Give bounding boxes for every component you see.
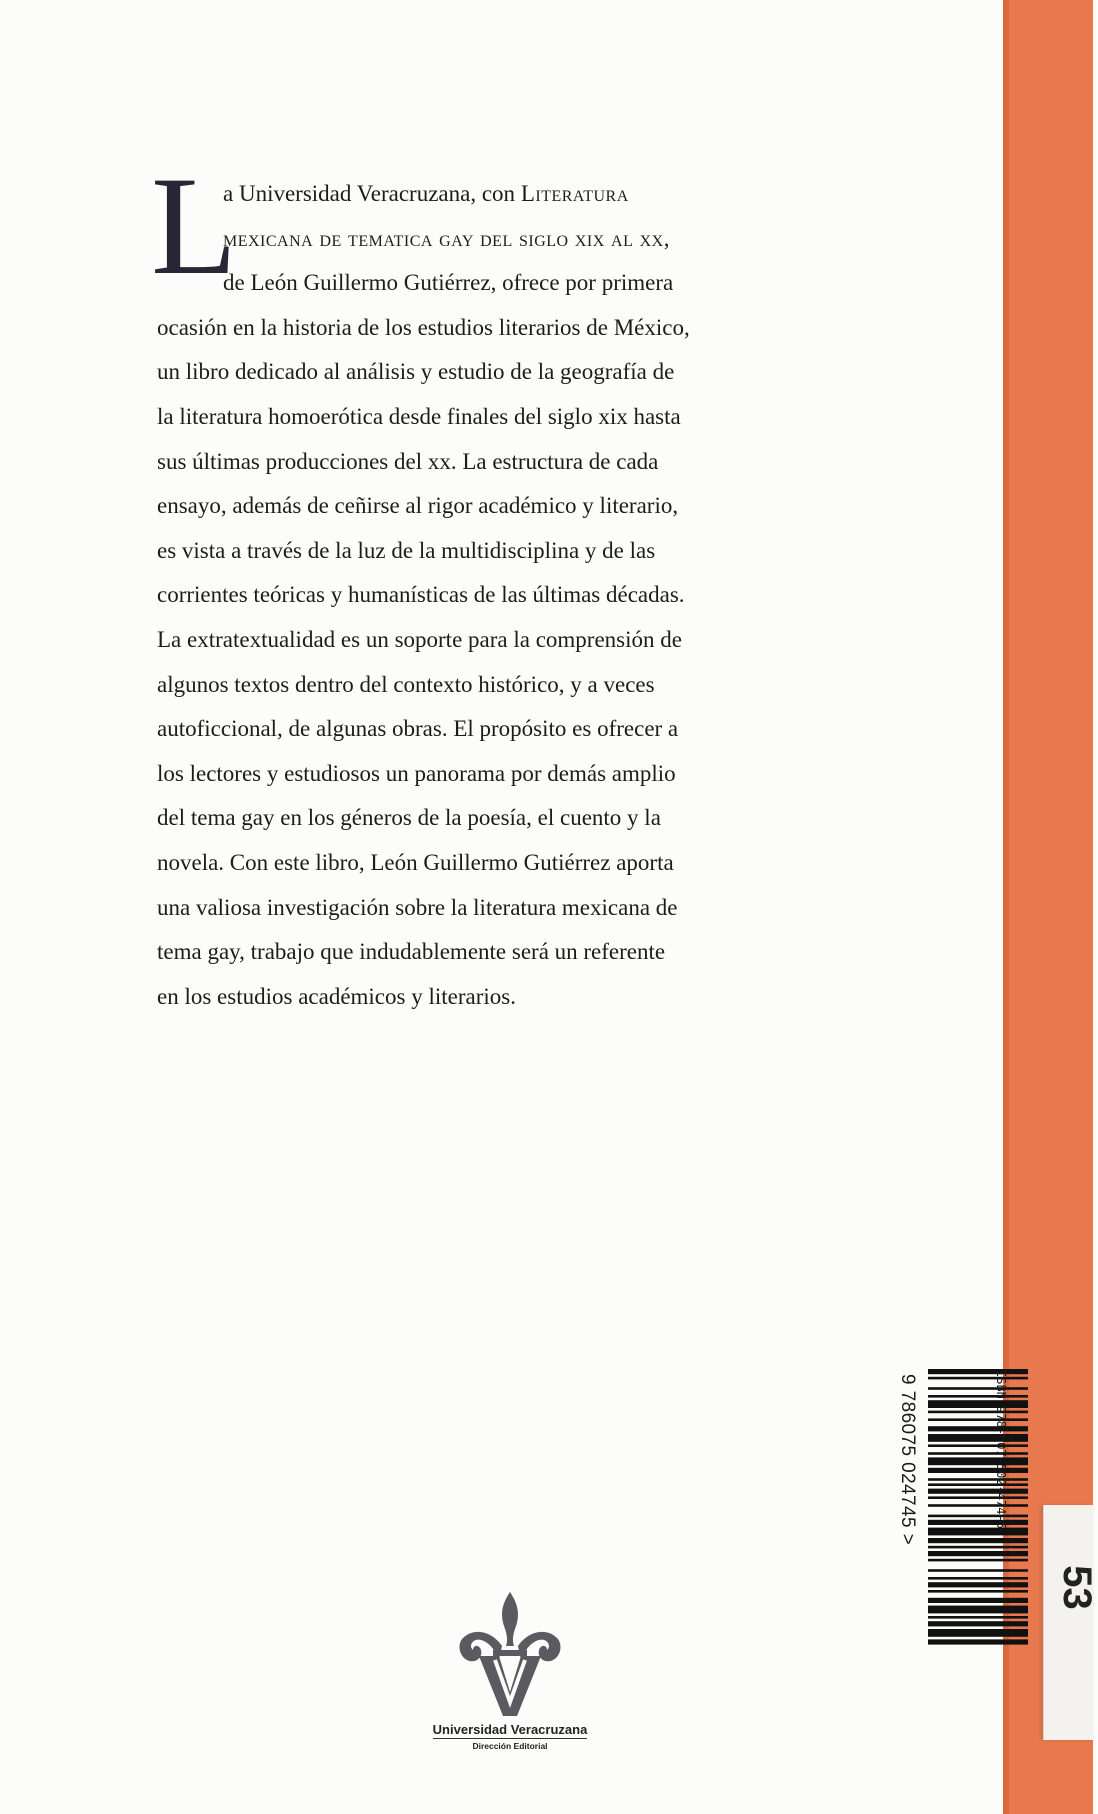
- barcode-bar: [928, 1400, 1028, 1408]
- publisher-division: Dirección Editorial: [472, 1741, 548, 1751]
- blurb-line: en los estudios académicos y literarios.: [157, 983, 516, 1009]
- blurb-line: algunos textos dentro del contexto histórico, y a veces: [157, 671, 655, 697]
- blurb-line: una valiosa investigación sobre la literatura mexicana de: [157, 894, 678, 920]
- book-title-continued: mexicana de tematica gay del siglo xix al xx,: [223, 225, 670, 251]
- book-title-start: Literatura: [520, 181, 629, 206]
- barcode-bar: [928, 1546, 1028, 1549]
- blurb-line: es vista a través de la luz de la multidisciplina y de las: [157, 537, 656, 563]
- barcode-bar: [928, 1551, 1028, 1556]
- barcode-bar: [928, 1369, 1028, 1374]
- blurb-line: los lectores y estudiosos un panorama por demás amplio: [157, 760, 676, 786]
- library-label: [1043, 1505, 1098, 1740]
- barcode-bar: [928, 1452, 1028, 1455]
- publisher-logo: [420, 1590, 600, 1760]
- barcode-bar: [928, 1629, 1028, 1637]
- blurb-line: la literatura homoerótica desde finales del siglo xix hasta: [157, 403, 681, 429]
- blurb-line: La extratextualidad es un soporte para la comprensión de: [157, 626, 682, 652]
- blurb-text: [157, 172, 825, 1019]
- blurb-line-1-text: a Universidad Veracruzana, con: [223, 181, 521, 206]
- barcode-bar: [928, 1590, 1028, 1593]
- barcode-bar: [928, 1559, 1028, 1562]
- blurb-line: sus últimas producciones del xx. La estructura de cada: [157, 448, 659, 474]
- barcode-bar: [928, 1582, 1028, 1587]
- barcode-bar: [928, 1489, 1028, 1494]
- barcode-bar: [928, 1606, 1028, 1614]
- barcode-bar: [928, 1598, 1028, 1603]
- barcode-bar: [928, 1434, 1028, 1442]
- fleur-de-lis-v-icon: [455, 1590, 565, 1720]
- barcode-bar: [928, 1621, 1028, 1626]
- barcode-bar: [928, 1468, 1028, 1473]
- blurb-line: novela. Con este libro, León Guillermo Gutiérrez aporta: [157, 849, 674, 875]
- barcode-bar: [928, 1496, 1028, 1499]
- barcode-digits: 9 786075 024745 >: [897, 1374, 918, 1546]
- barcode-bar: [928, 1504, 1028, 1507]
- barcode-bar: [928, 1457, 1028, 1465]
- barcode-bar: [928, 1411, 1028, 1414]
- dropcap-letter: L: [151, 148, 238, 304]
- barcode-bars: [928, 1369, 1028, 1645]
- barcode-bar: [928, 1478, 1028, 1481]
- barcode-bar: [928, 1538, 1028, 1543]
- blurb-line: ocasión en la historia de los estudios literarios de México,: [157, 314, 690, 340]
- barcode-bar: [928, 1444, 1028, 1447]
- barcode-bar: [928, 1387, 1028, 1390]
- barcode-bar: [928, 1639, 1028, 1644]
- blurb-line-1: [157, 172, 825, 217]
- blurb-line: corrientes teóricas y humanísticas de las últimas décadas.: [157, 582, 685, 608]
- barcode-bar: [928, 1569, 1028, 1572]
- isbn-label: ISBN 978-607-502-474-5: [994, 1370, 1008, 1529]
- blurb-line: del tema gay en los géneros de la poesía, el cuento y la: [157, 805, 661, 831]
- barcode-bar: [928, 1426, 1028, 1431]
- blurb-line: un libro dedicado al análisis y estudio de la geografía de: [157, 359, 675, 385]
- barcode-bar: [928, 1395, 1028, 1398]
- blurb-line: ensayo, además de ceñirse al rigor académico y literario,: [157, 493, 679, 519]
- blurb-line-3: de León Guillermo Gutiérrez, ofrece por primera: [223, 270, 674, 296]
- barcode-bar: [928, 1577, 1028, 1580]
- barcode-bar: [928, 1418, 1028, 1421]
- barcode-bar: [928, 1528, 1028, 1536]
- blurb-line: tema gay, trabajo que indudablemente será un referente: [157, 939, 666, 965]
- barcode-bar: [928, 1483, 1028, 1486]
- library-label-number: 53: [1054, 1565, 1098, 1610]
- publisher-name: Universidad Veracruzana: [432, 1722, 588, 1737]
- barcode-bar: [928, 1377, 1028, 1380]
- barcode-bar: [928, 1515, 1028, 1518]
- barcode-bar: [928, 1616, 1028, 1619]
- barcode-bar: [928, 1520, 1028, 1525]
- blurb-line: autoficcional, de algunas obras. El propósito es ofrecer a: [157, 716, 679, 742]
